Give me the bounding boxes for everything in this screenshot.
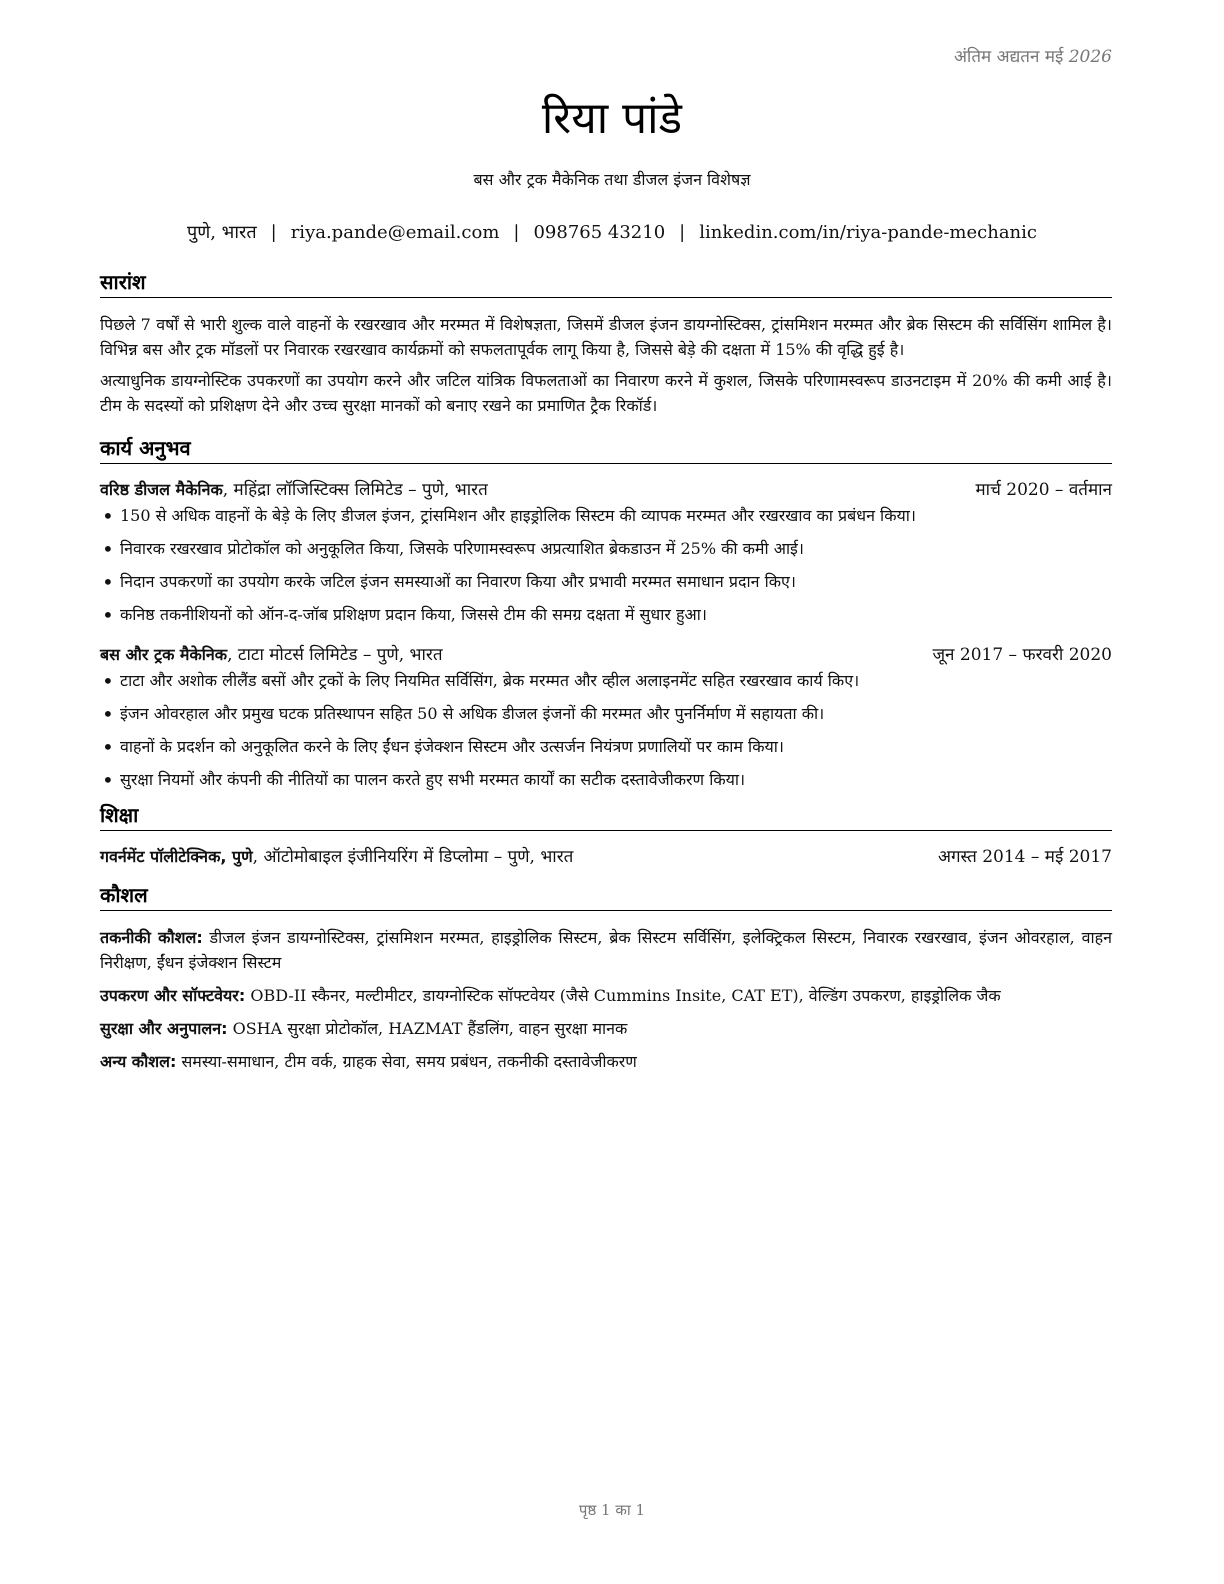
job-role: बस और ट्रक मैकेनिक: [100, 645, 228, 664]
skill-label: अन्य कौशल:: [100, 1052, 177, 1071]
job-entry: [100, 478, 1112, 627]
contact-separator: |: [679, 222, 686, 243]
education-school-detail: [100, 845, 573, 869]
section-heading-education: शिक्षा: [100, 801, 1112, 831]
job-header: [100, 478, 1112, 502]
section-heading-skills: कौशल: [100, 881, 1112, 911]
last-updated-label: अंतिम अद्यतन मई: [953, 47, 1064, 67]
contact-separator: |: [513, 222, 520, 243]
job-bullet: • सुरक्षा नियमों और कंपनी की नीतियों का पालन करते हुए सभी मरम्मत कार्यों का सटीक दस्तावेजीकरण किया।: [100, 768, 1112, 792]
skills-section: [100, 881, 1112, 1074]
job-dates: जून 2017 – फरवरी 2020: [932, 645, 1112, 665]
skill-label: उपकरण और सॉफ्टवेयर:: [100, 986, 246, 1005]
contact-email[interactable]: riya.pande@email.com: [290, 222, 500, 243]
resume-body: [100, 268, 1112, 1082]
education-dates: अगस्त 2014 – मई 2017: [937, 847, 1112, 867]
skill-value: डीजल इंजन डायग्नोस्टिक्स, ट्रांसमिशन मरम्मत, हाइड्रोलिक सिस्टम, ब्रेक सिस्टम सर्विसिंग, इलेक्ट्रिकल सिस्टम, निवारक रखरखाव, इंजन ओवरहाल, वाहन निरीक्षण, ईंधन इंजेक्शन सिस्टम: [100, 928, 1112, 972]
experience-section: [100, 434, 1112, 792]
job-header: [100, 643, 1112, 667]
job-role-org: [100, 643, 443, 667]
education-section: [100, 801, 1112, 869]
job-role: वरिष्ठ डीजल मैकेनिक: [100, 480, 223, 499]
job-bullet: • इंजन ओवरहाल और प्रमुख घटक प्रतिस्थापन सहित 50 से अधिक डीजल इंजनों की मरम्मत और पुनर्निर्माण में सहायता की।: [100, 702, 1112, 726]
education-entry: [100, 845, 1112, 869]
job-bullet: • वाहनों के प्रदर्शन को अनुकूलित करने के लिए ईंधन इंजेक्शन सिस्टम और उत्सर्जन नियंत्रण प्रणालियों पर काम किया।: [100, 735, 1112, 759]
education-detail: , ऑटोमोबाइल इंजीनियरिंग में डिप्लोमा – पुणे, भारत: [252, 847, 574, 867]
contact-separator: |: [270, 222, 277, 243]
education-school: गवर्नमेंट पॉलीटेक्निक, पुणे: [100, 847, 253, 866]
contact-line: [0, 220, 1224, 244]
contact-linkedin[interactable]: linkedin.com/in/riya-pande-mechanic: [699, 222, 1037, 243]
skill-row: [100, 983, 1112, 1008]
job-bullet: • टाटा और अशोक लीलैंड बसों और ट्रकों के लिए नियमित सर्विसिंग, ब्रेक मरम्मत और व्हील अलाइनमेंट सहित रखरखाव कार्य किए।: [100, 669, 1112, 693]
job-bullet: • निवारक रखरखाव प्रोटोकॉल को अनुकूलित किया, जिसके परिणामस्वरूप अप्रत्याशित ब्रेकडाउन में 25% की कमी आई।: [100, 537, 1112, 561]
job-bullet: • 150 से अधिक वाहनों के बेड़े के लिए डीजल इंजन, ट्रांसमिशन और हाइड्रोलिक सिस्टम की व्यापक मरम्मत और रखरखाव का प्रबंधन किया।: [100, 504, 1112, 528]
skill-label: सुरक्षा और अनुपालन:: [100, 1019, 228, 1038]
job-bullets: [100, 504, 1112, 627]
skill-row: [100, 1016, 1112, 1041]
job-role-org: [100, 478, 488, 502]
summary-section: [100, 268, 1112, 418]
section-heading-experience: कार्य अनुभव: [100, 434, 1112, 464]
job-org: , महिंद्रा लॉजिस्टिक्स लिमिटेड – पुणे, भारत: [222, 480, 488, 500]
summary-paragraph: अत्याधुनिक डायग्नोस्टिक उपकरणों का उपयोग करने और जटिल यांत्रिक विफलताओं का निवारण करने में कुशल, जिसके परिणामस्वरूप डाउनटाइम में 20% की कमी आई है। टीम के सदस्यों को प्रशिक्षण देने और उच्च सुरक्षा मानकों को बनाए रखने का प्रमाणित ट्रैक रिकॉर्ड।: [100, 371, 1112, 415]
section-heading-summary: सारांश: [100, 268, 1112, 298]
contact-location: पुणे, भारत: [187, 222, 257, 243]
summary-paragraph: पिछले 7 वर्षों से भारी शुल्क वाले वाहनों के रखरखाव और मरम्मत में विशेषज्ञता, जिसमें डीजल इंजन डायग्नोस्टिक्स, ट्रांसमिशन मरम्मत और ब्रेक सिस्टम की सर्विसिंग शामिल है। विभिन्न बस और ट्रक मॉडलों पर निवारक रखरखाव कार्यक्रमों को सफलतापूर्वक लागू किया है, जिससे बेड़े की दक्षता में 15% की वृद्धि हुई है।: [100, 315, 1112, 359]
skill-row: [100, 925, 1112, 975]
candidate-name: रिया पांडे: [541, 93, 683, 144]
skill-value: समस्या-समाधान, टीम वर्क, ग्राहक सेवा, समय प्रबंधन, तकनीकी दस्तावेजीकरण: [176, 1052, 637, 1071]
job-org: , टाटा मोटर्स लिमिटेड – पुणे, भारत: [227, 645, 443, 665]
job-bullet: • कनिष्ठ तकनीशियनों को ऑन-द-जॉब प्रशिक्षण प्रदान किया, जिससे टीम की समग्र दक्षता में सुधार हुआ।: [100, 603, 1112, 627]
skill-row: [100, 1049, 1112, 1074]
skill-value: OBD-II स्कैनर, मल्टीमीटर, डायग्नोस्टिक सॉफ्टवेयर (जैसे Cummins Insite, CAT ET), वेल्डिंग उपकरण, हाइड्रोलिक जैक: [245, 986, 1001, 1005]
job-entry: [100, 643, 1112, 792]
page-number: पृष्ठ 1 का 1: [578, 1501, 646, 1519]
contact-phone: 098765 43210: [533, 222, 666, 243]
last-updated: [954, 44, 1112, 67]
job-title: बस और ट्रक मैकेनिक तथा डीजल इंजन विशेषज्ञ: [473, 170, 751, 189]
skill-label: तकनीकी कौशल:: [100, 928, 203, 947]
skill-value: OSHA सुरक्षा प्रोटोकॉल, HAZMAT हैंडलिंग, वाहन सुरक्षा मानक: [227, 1019, 628, 1038]
job-bullet: • निदान उपकरणों का उपयोग करके जटिल इंजन समस्याओं का निवारण किया और प्रभावी मरम्मत समाधान प्रदान किए।: [100, 570, 1112, 594]
job-bullets: [100, 669, 1112, 792]
last-updated-year: 2026: [1068, 47, 1112, 67]
job-dates: मार्च 2020 – वर्तमान: [975, 480, 1112, 500]
